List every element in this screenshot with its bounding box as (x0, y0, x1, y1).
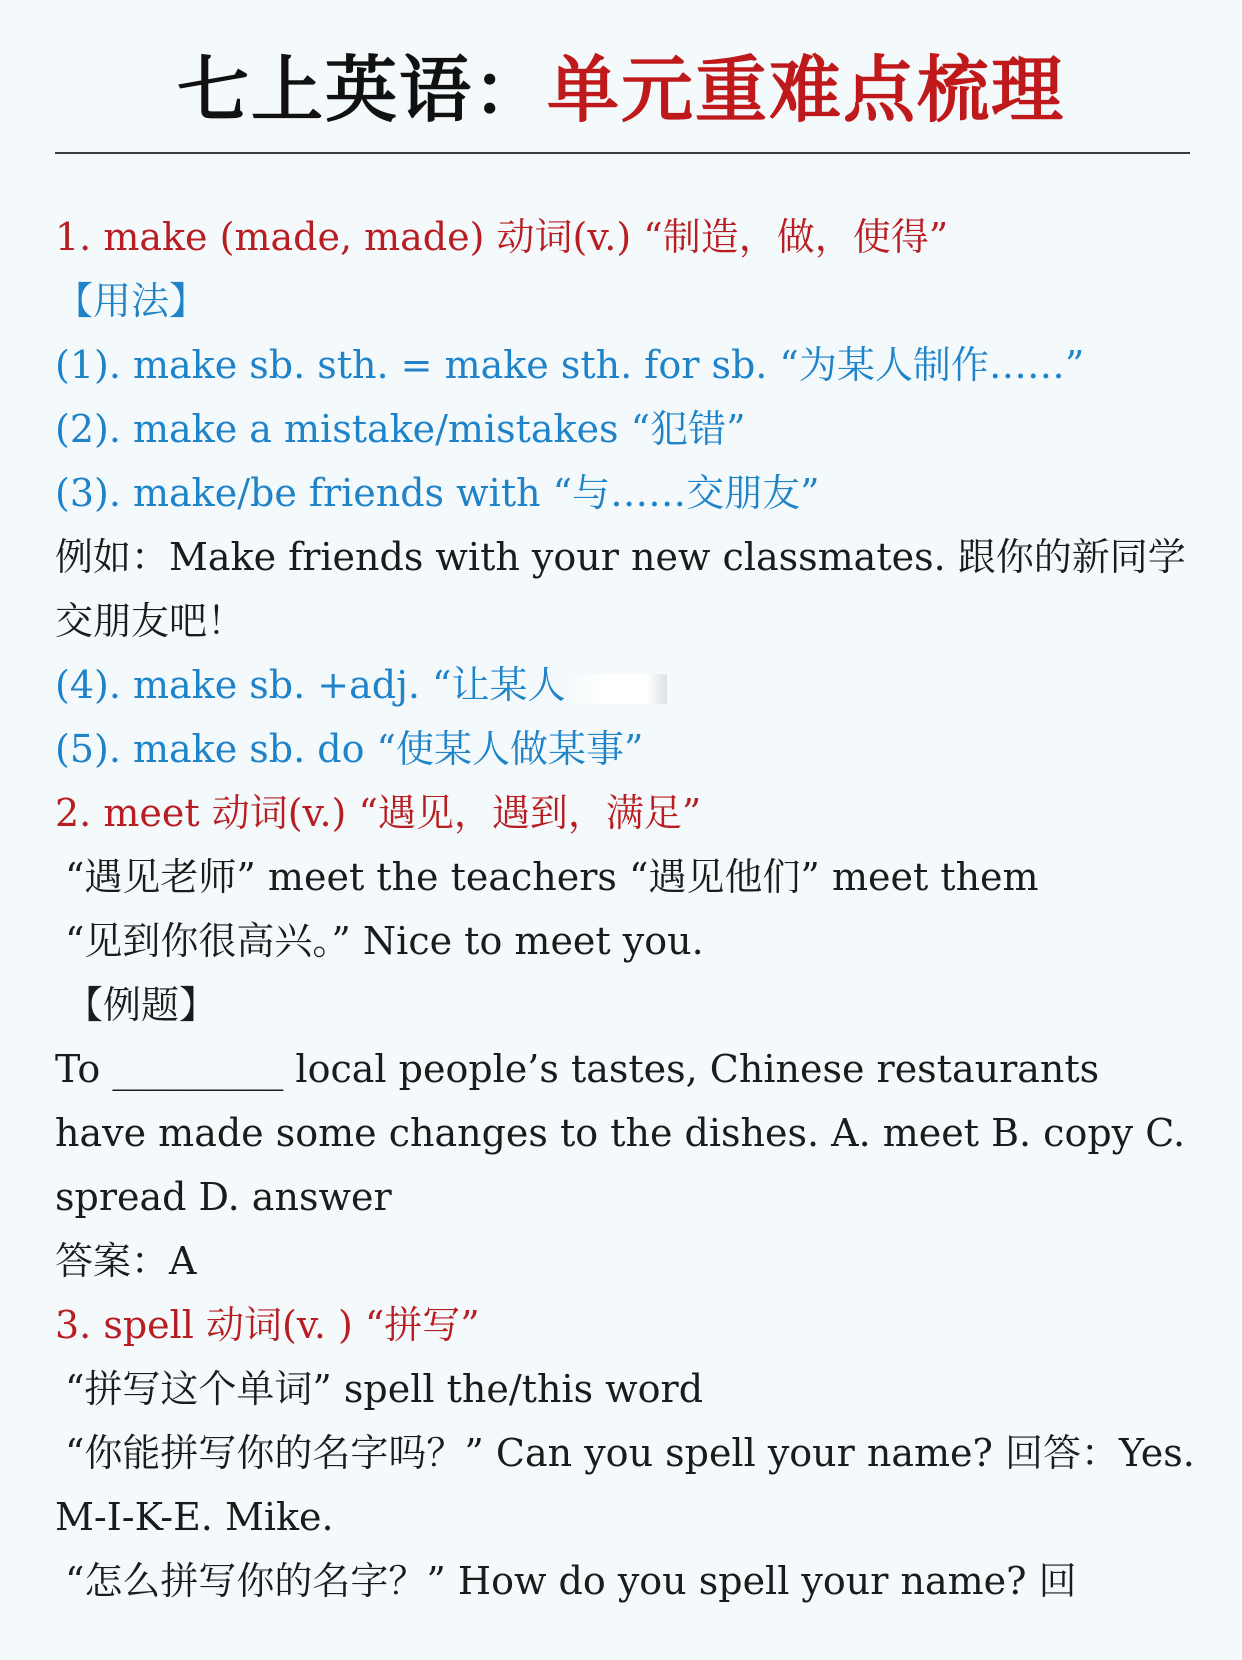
heading-spell: 3. spell 动词(v. ) “拼写” (55, 1303, 480, 1347)
title-divider (55, 152, 1190, 154)
example-sentence: 例如：Make friends with your new classmates. 跟你的新同学交朋友吧！ (55, 535, 1186, 643)
spell-example-3: “怎么拼写你的名字？” How do you spell your name? 回 (65, 1559, 1077, 1603)
usage-item-4-text: (4). make sb. +adj. “让某人 (55, 663, 566, 707)
spell-example-2: “你能拼写你的名字吗？” Can you spell your name? 回答：Yes. M-I-K-E. Mike. (55, 1431, 1195, 1539)
heading-meet: 2. meet 动词(v.) “遇见，遇到，满足” (55, 791, 702, 835)
meet-example-1: “遇见老师” meet the teachers “遇见他们” meet them (65, 855, 1039, 899)
usage-item-4 (55, 653, 1195, 717)
title-grade-part: 七上英语： (176, 47, 547, 132)
usage-item-3: (3). make/be friends with “与……交朋友” (55, 471, 820, 515)
notes-body (55, 205, 1195, 1613)
meet-example-2: “见到你很高兴。” Nice to meet you. (65, 919, 704, 963)
exercise-label: 【例题】 (65, 983, 218, 1027)
exercise-answer: 答案：A (55, 1239, 197, 1283)
heading-make: 1. make (made, made) 动词(v.) “制造，做，使得” (55, 215, 949, 259)
usage-item-1: (1). make sb. sth. = make sth. for sb. “为某人制作……” (55, 343, 1085, 387)
blurred-region (567, 674, 667, 704)
usage-item-2: (2). make a mistake/mistakes “犯错” (55, 407, 746, 451)
usage-item-5: (5). make sb. do “使某人做某事” (55, 727, 644, 771)
page-title (0, 40, 1242, 140)
spell-example-1: “拼写这个单词” spell the/this word (65, 1367, 704, 1411)
title-topic-part: 单元重难点梳理 (547, 47, 1066, 132)
usage-label: 【用法】 (55, 279, 208, 323)
exercise-question: To _________ local people’s tastes, Chinese restaurants have made some changes to the dishes. A. meet B. copy C. spread D. answer (55, 1047, 1186, 1219)
